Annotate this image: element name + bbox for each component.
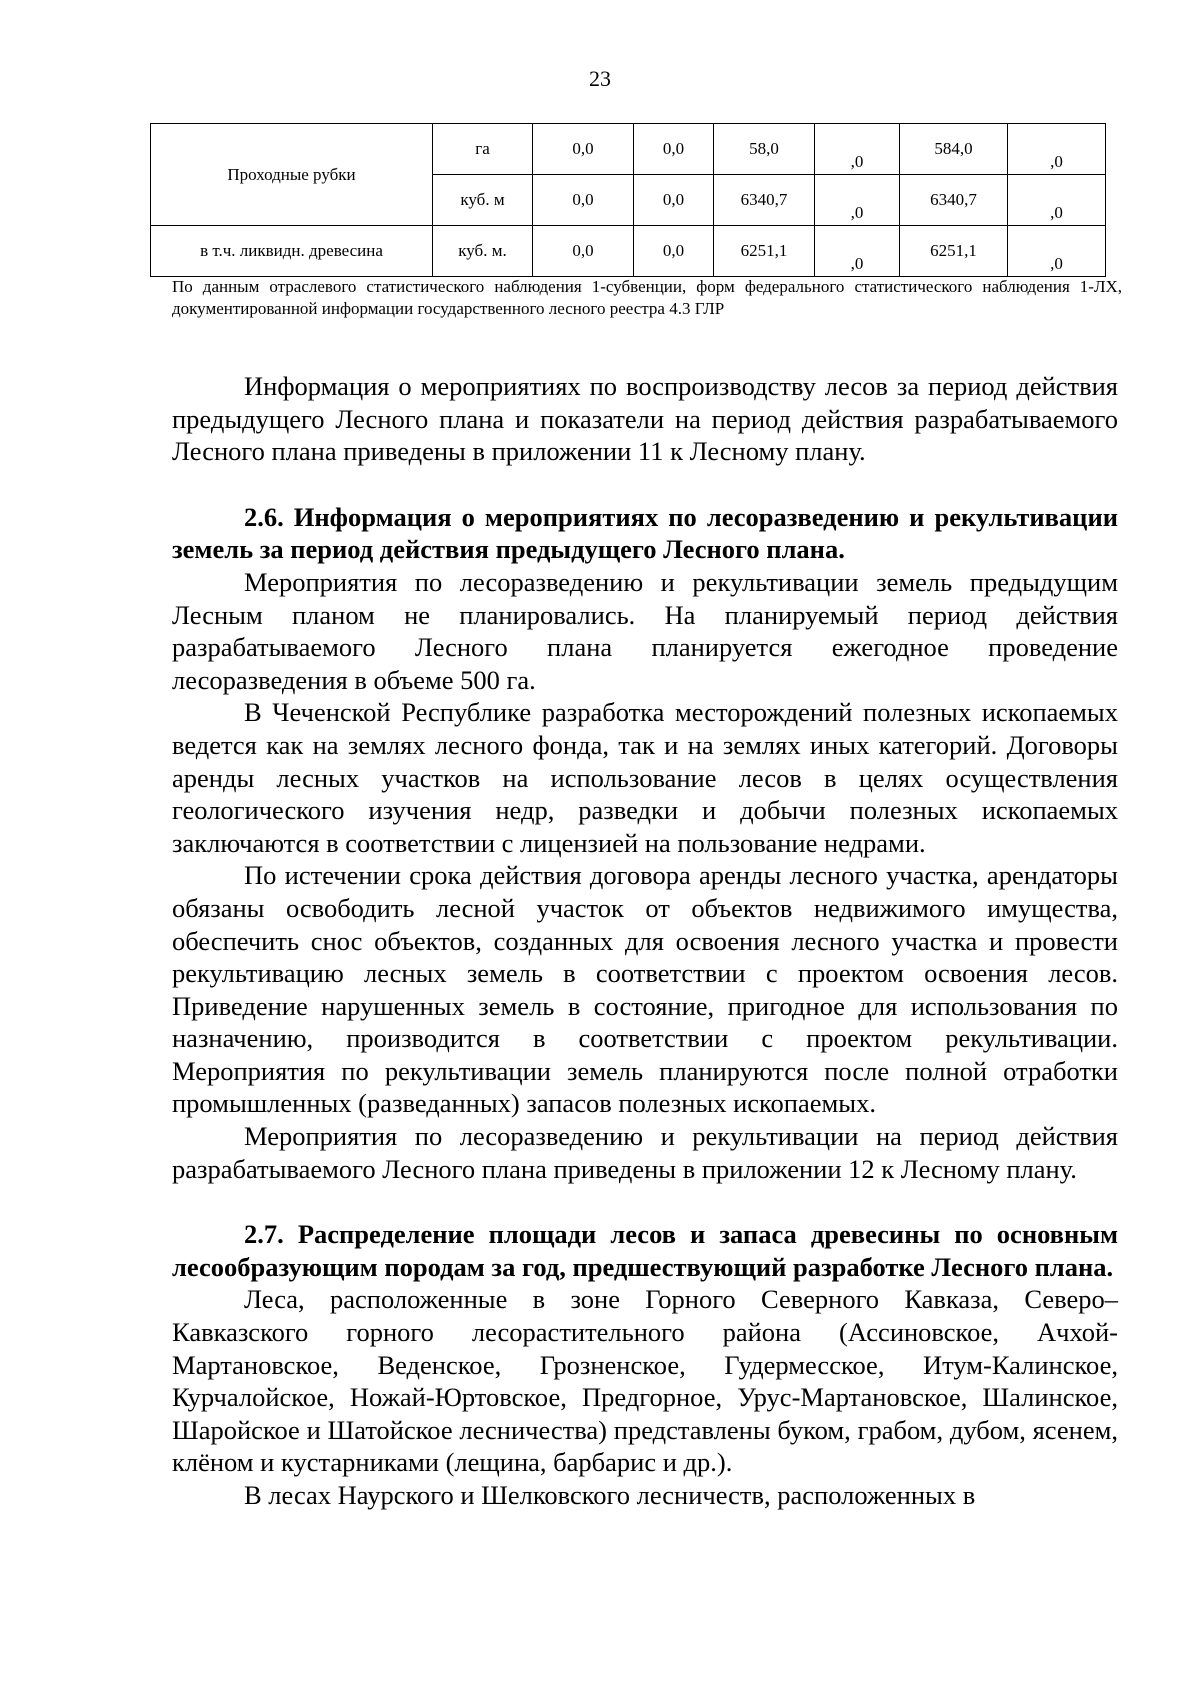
unit-cell: куб. м. xyxy=(433,226,533,277)
row-label: Проходные рубки xyxy=(151,124,433,226)
value-cell: ,0 xyxy=(1008,124,1106,175)
value-cell: ,0 xyxy=(815,175,900,226)
value-cell: ,0 xyxy=(815,226,900,277)
source-note: По данным отраслевого статистического наблюдения 1-субвенции, форм федерального статистического наблюдения 1-ЛХ, документированной информации государственного лесного реестра 4.3 ГЛР xyxy=(172,277,1122,318)
paragraph: В Чеченской Республике разработка месторождений полезных ископаемых ведется как на землях лесного фонда, так и на землях иных категорий. Договоры аренды лесных участков на использование лесов в целях осуществления геологического изучения недр, разведки и добычи полезных ископаемых заключаются в соответствии с лицензией на пользование недрами. xyxy=(172,697,1118,858)
paragraph: Информация о мероприятиях по воспроизводству лесов за период действия предыдущего Лесного плана и показатели на период действия разрабатываемого Лесного плана приведены в приложении 11 к Лесному плану. xyxy=(172,371,1118,467)
table-row xyxy=(151,124,1106,175)
value-cell: 6251,1 xyxy=(714,226,815,277)
value-cell: ,0 xyxy=(815,124,900,175)
unit-cell: куб. м xyxy=(433,175,533,226)
value-cell: 0,0 xyxy=(533,175,634,226)
row-label: в т.ч. ликвидн. древесина xyxy=(151,226,433,277)
paragraph: Леса, расположенные в зоне Горного Северного Кавказа, Северо–Кавказского горного лесорастительного района (Ассиновское, Ачхой-Мартановское, Веденское, Грозненское, Гудермесское, Итум-Калинское, Курчалойское, Ножай-Юртовское, Предгорное, Урус-Мартановское, Шалинское, Шаройское и Шатойское лесничества) представлены буком, грабом, дубом, ясенем, клёном и кустарниками (лещина, барбарис и др.). xyxy=(172,1284,1118,1478)
main-text xyxy=(172,370,1118,1512)
value-cell: 0,0 xyxy=(533,226,634,277)
value-cell: 58,0 xyxy=(714,124,815,175)
paragraph: Мероприятия по лесоразведению и рекультивации земель предыдущим Лесным планом не планировались. На планируемый период действия разрабатываемого Лесного плана планируется ежегодное проведение лесоразведения в объеме 500 га. xyxy=(172,566,1118,695)
section-heading: 2.6. Информация о мероприятиях по лесоразведению и рекультивации земель за период действия предыдущего Лесного плана. xyxy=(172,501,1118,565)
value-cell: 0,0 xyxy=(634,175,714,226)
value-cell: 0,0 xyxy=(634,124,714,175)
data-table xyxy=(150,123,1106,277)
value-cell: 0,0 xyxy=(634,226,714,277)
value-cell: ,0 xyxy=(1008,175,1106,226)
paragraph: Мероприятия по лесоразведению и рекультивации на период действия разрабатываемого Лесного плана приведены в приложении 12 к Лесному плану. xyxy=(172,1121,1118,1184)
unit-cell: га xyxy=(433,124,533,175)
value-cell: 0,0 xyxy=(533,124,634,175)
table-row xyxy=(151,226,1106,277)
value-cell: 6340,7 xyxy=(714,175,815,226)
value-cell: 6340,7 xyxy=(900,175,1008,226)
paragraph: По истечении срока действия договора аренды лесного участка, арендаторы обязаны освободить лесной участок от объектов недвижимого имущества, обеспечить снос объектов, созданных для освоения лесного участка и провести рекультивацию лесных земель в соответствии с проектом освоения лесов. Приведение нарушенных земель в состояние, пригодное для использования по назначению, производится в соответствии с проектом рекультивации. Мероприятия по рекультивации земель планируются после полной отработки промышленных (разведанных) запасов полезных ископаемых. xyxy=(172,860,1118,1119)
page-number: 23 xyxy=(589,66,611,91)
paragraph: В лесах Наурского и Шелковского лесничеств, расположенных в xyxy=(244,1480,976,1510)
value-cell: 584,0 xyxy=(900,124,1008,175)
section-heading: 2.7. Распределение площади лесов и запаса древесины по основным лесообразующим породам за год, предшествующий разработке Лесного плана. xyxy=(172,1219,1118,1282)
value-cell: ,0 xyxy=(1008,226,1106,277)
value-cell: 6251,1 xyxy=(900,226,1008,277)
